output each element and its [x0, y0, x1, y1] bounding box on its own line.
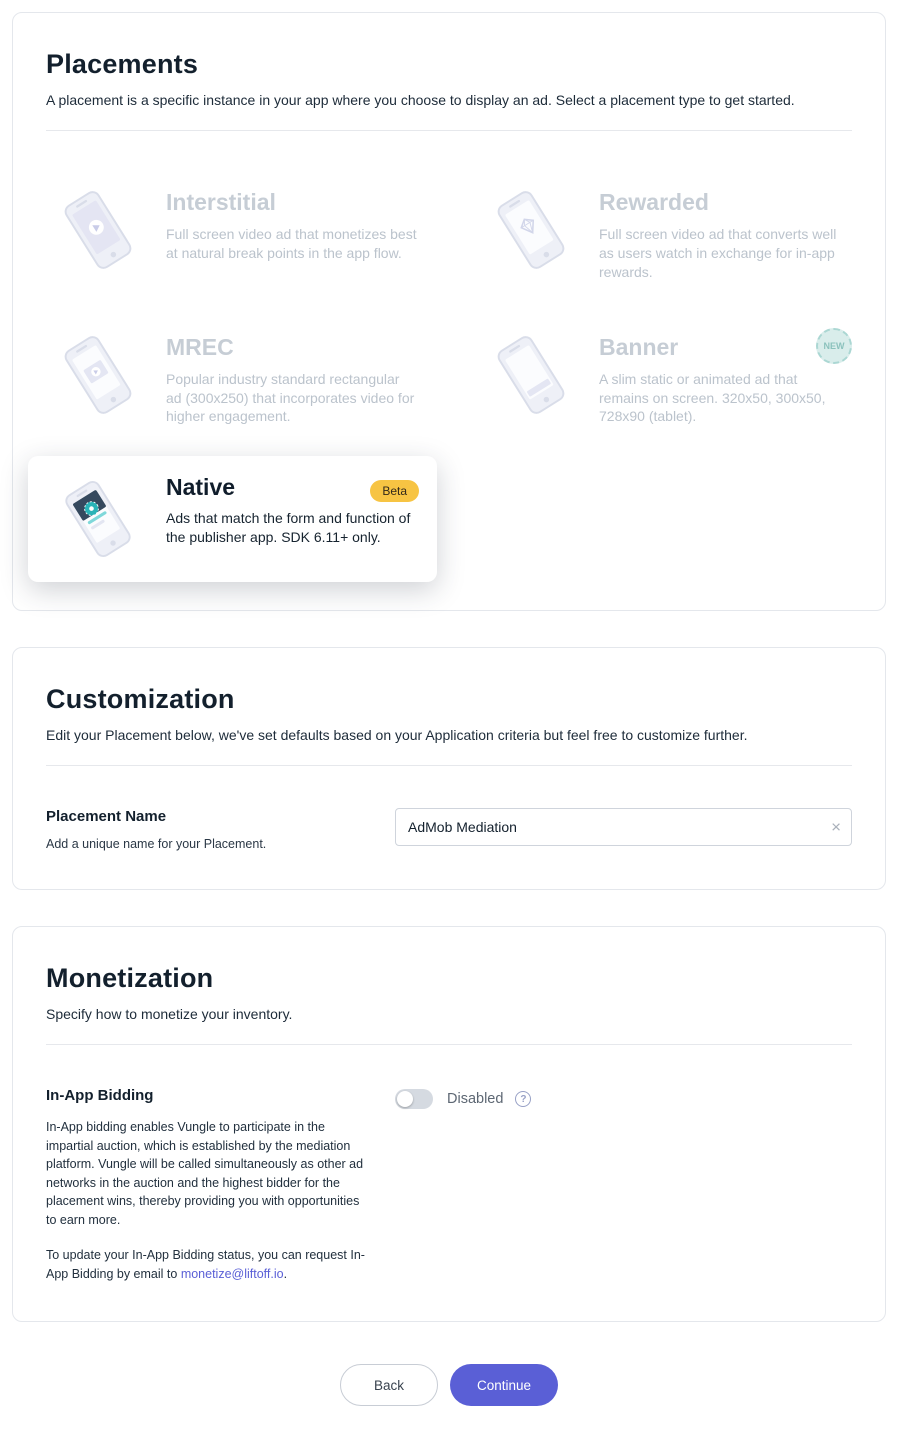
- help-icon[interactable]: ?: [515, 1091, 531, 1107]
- placements-divider: [46, 130, 852, 131]
- placement-type-description: Popular industry standard rectangular ad (300x250) that incorporates video for higher engagement.: [166, 370, 415, 425]
- placements-subtitle: A placement is a specific instance in your app where you choose to display an ad. Select a placement type to get started.: [46, 92, 795, 108]
- monetization-card: [12, 926, 886, 1322]
- native-phone-icon: [46, 472, 150, 566]
- in-app-bidding-row: [46, 1087, 852, 1283]
- placement-type-banner[interactable]: [479, 328, 852, 427]
- in-app-bidding-description: In-App bidding enables Vungle to participate in the impartial auction, which is established by the mediation platform. Vungle will be called simultaneously as other ad networks in the auction and the highest bidder for the placement wins, thereby providing you with opportunities to earn more.: [46, 1120, 364, 1227]
- customization-subtitle: Edit your Placement below, we've set defaults based on your Application criteria but feel free to customize further.: [46, 727, 748, 744]
- monetization-subtitle: Specify how to monetize your inventory.: [46, 1006, 293, 1023]
- beta-badge: Beta: [370, 480, 419, 502]
- back-button[interactable]: Back: [340, 1364, 438, 1406]
- customization-divider: [46, 765, 852, 766]
- placement-type-title: MREC: [166, 333, 234, 360]
- placement-type-rewarded[interactable]: [479, 183, 852, 282]
- new-badge: NEW: [816, 328, 852, 364]
- placement-type-title: Rewarded: [599, 189, 709, 215]
- monetize-email-link[interactable]: monetize@liftoff.io: [180, 1266, 284, 1281]
- in-app-bidding-request-text: [46, 1246, 365, 1283]
- placement-type-description: Full screen video ad that converts well as users watch in exchange for in-app rewards.: [599, 226, 837, 280]
- monetization-divider: [46, 1044, 852, 1045]
- banner-phone-icon: [479, 328, 583, 422]
- customization-card: [12, 647, 886, 890]
- placement-name-helper: Add a unique name for your Placement.: [46, 837, 267, 852]
- in-app-bidding-toggle[interactable]: [395, 1089, 433, 1109]
- request-text: To update your In-App Bidding status, you can request In-App Bidding by email to: [46, 1248, 365, 1281]
- customization-title: Customization: [46, 684, 235, 715]
- footer-actions: [12, 1364, 886, 1406]
- placement-type-title: Interstitial: [166, 189, 276, 215]
- placement-type-title: Banner: [599, 333, 679, 360]
- in-app-bidding-status: Disabled: [447, 1091, 504, 1108]
- placements-title: Placements: [46, 49, 199, 79]
- in-app-bidding-label: In-App Bidding: [46, 1087, 154, 1105]
- request-text-suffix: .: [283, 1266, 288, 1281]
- clear-input-icon[interactable]: ×: [831, 817, 841, 837]
- placement-grid: [46, 183, 852, 572]
- interstitial-phone-icon: [46, 183, 150, 277]
- placement-name-input[interactable]: [395, 808, 852, 846]
- in-app-bidding-toggle-row: [395, 1087, 852, 1109]
- continue-button[interactable]: Continue: [450, 1364, 558, 1406]
- mrec-phone-icon: [46, 328, 150, 422]
- placement-name-row: [46, 808, 852, 851]
- placement-type-title: Native: [166, 474, 236, 501]
- placement-type-description: A slim static or animated ad that remains on screen. 320x50, 300x50, 728x90 (tablet).: [599, 370, 826, 425]
- placement-type-mrec[interactable]: [46, 328, 419, 427]
- placement-name-label: Placement Name: [46, 808, 167, 826]
- placement-type-native[interactable]: [28, 456, 437, 582]
- placement-type-interstitial[interactable]: [46, 183, 419, 282]
- rewarded-phone-icon: [479, 183, 583, 277]
- placements-card: [12, 12, 886, 611]
- placement-type-description: Ads that match the form and function of the publisher app. SDK 6.11+ only.: [166, 510, 411, 546]
- monetization-title: Monetization: [46, 963, 214, 994]
- toggle-knob: [397, 1091, 413, 1107]
- placement-type-description: Full screen video ad that monetizes best at natural break points in the app flow.: [166, 226, 417, 261]
